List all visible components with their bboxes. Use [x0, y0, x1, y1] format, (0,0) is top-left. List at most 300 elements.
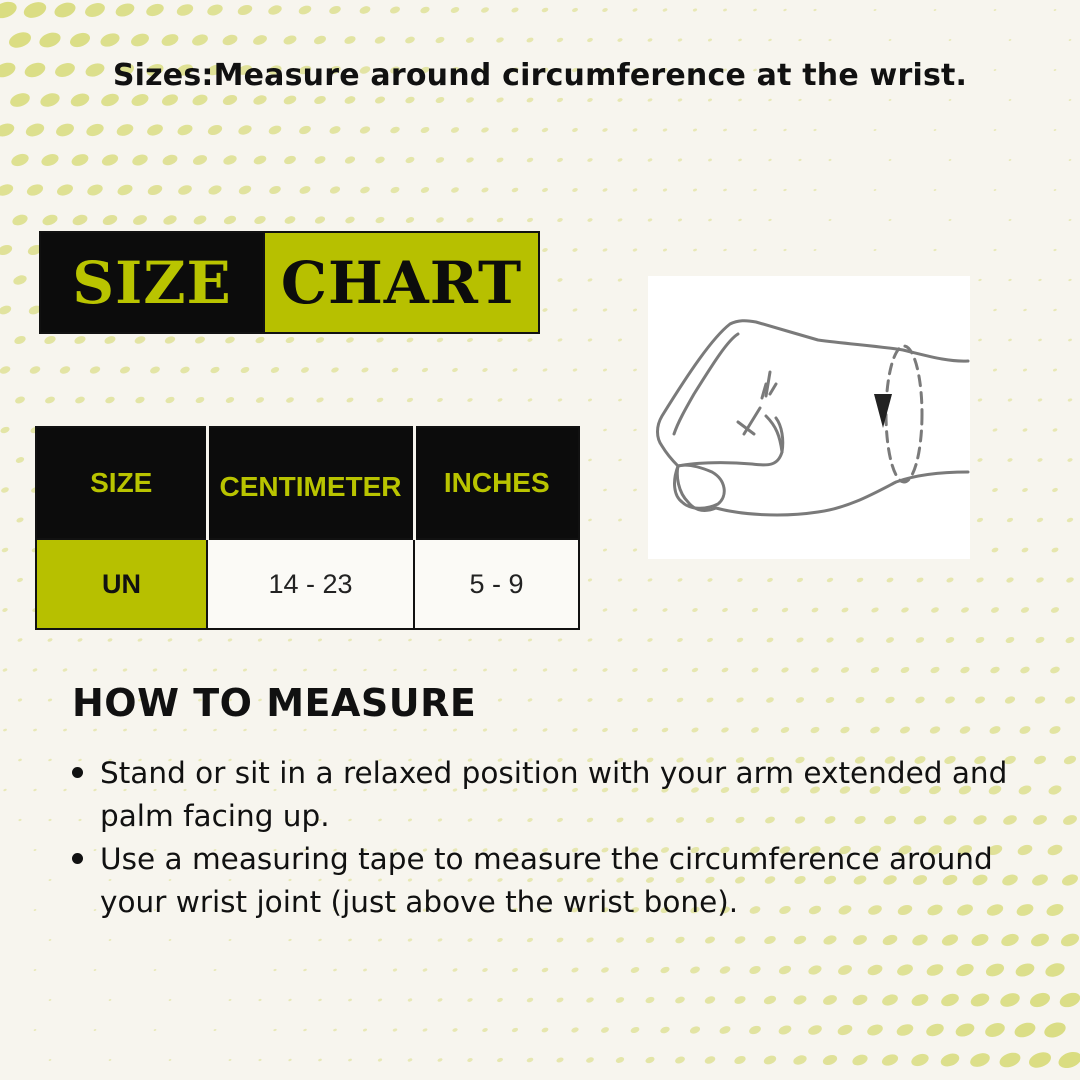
- background-dot: [572, 127, 579, 133]
- background-dot: [798, 98, 802, 101]
- background-dot: [693, 188, 698, 192]
- background-dot: [768, 158, 772, 161]
- background-dot: [993, 368, 998, 372]
- background-dot: [255, 396, 265, 404]
- background-dot: [407, 938, 412, 942]
- background-dot: [0, 304, 12, 316]
- background-dot: [617, 697, 624, 702]
- background-dot: [708, 38, 713, 42]
- background-dot: [273, 1028, 277, 1031]
- background-dot: [1027, 1049, 1053, 1070]
- background-dot: [43, 335, 57, 346]
- background-dot: [129, 31, 150, 48]
- background-dot: [692, 607, 699, 612]
- background-dot: [213, 1029, 216, 1032]
- background-dot: [405, 216, 415, 224]
- background-dot: [363, 728, 367, 731]
- background-dot: [571, 967, 580, 974]
- background-dot: [828, 99, 832, 102]
- background-dot: [1059, 931, 1080, 948]
- background-dot: [8, 91, 31, 110]
- background-dot: [268, 184, 282, 195]
- background-dot: [11, 213, 29, 228]
- background-dot: [753, 188, 757, 191]
- background-dot: [137, 638, 143, 643]
- background-dot: [107, 638, 113, 643]
- background-dot: [10, 152, 31, 169]
- background-dot: [1068, 338, 1073, 342]
- background-dot: [333, 968, 337, 972]
- background-dot: [405, 156, 416, 164]
- background-dot: [192, 153, 209, 166]
- background-dot: [976, 577, 985, 584]
- background-dot: [467, 1057, 473, 1062]
- background-dot: [1037, 398, 1042, 402]
- background-dot: [556, 1057, 565, 1064]
- background-dot: [939, 1051, 961, 1069]
- background-dot: [16, 577, 23, 583]
- background-dot: [333, 728, 337, 731]
- background-dot: [24, 121, 46, 139]
- background-dot: [123, 728, 128, 732]
- background-dot: [851, 993, 869, 1007]
- background-dot: [450, 186, 459, 193]
- background-dot: [632, 248, 637, 252]
- background-dot: [1053, 249, 1057, 252]
- background-dot: [826, 577, 834, 583]
- background-dot: [85, 122, 106, 139]
- background-dot: [435, 96, 445, 104]
- background-dot: [796, 577, 803, 583]
- background-dot: [948, 39, 951, 42]
- background-dot: [93, 969, 96, 972]
- background-dot: [1037, 457, 1043, 462]
- background-dot: [828, 159, 832, 162]
- background-dot: [948, 159, 951, 162]
- background-dot: [497, 937, 504, 942]
- background-dot: [910, 1052, 931, 1069]
- background-dot: [437, 397, 444, 402]
- background-dot: [978, 338, 982, 342]
- background-dot: [778, 964, 793, 976]
- background-dot: [328, 4, 342, 15]
- background-dot: [3, 788, 7, 791]
- background-dot: [586, 996, 595, 1003]
- background-dot: [132, 213, 149, 226]
- background-dot: [556, 937, 564, 944]
- background-dot: [1034, 695, 1046, 705]
- background-dot: [959, 725, 972, 735]
- background-dot: [674, 995, 686, 1004]
- background-dot: [29, 365, 42, 375]
- how-to-measure-heading: HOW TO MEASURE: [72, 681, 477, 725]
- background-dot: [298, 124, 312, 135]
- background-dot: [74, 395, 86, 404]
- background-dot: [557, 338, 563, 343]
- background-dot: [33, 849, 36, 852]
- background-dot: [13, 335, 27, 346]
- background-dot: [704, 1055, 717, 1065]
- background-dot: [1064, 695, 1076, 705]
- background-dot: [677, 158, 682, 162]
- background-dot: [1043, 961, 1066, 979]
- background-dot: [632, 548, 637, 552]
- background-dot: [587, 37, 594, 43]
- background-dot: [70, 152, 90, 168]
- background-dot: [467, 937, 473, 942]
- background-dot: [228, 1059, 231, 1062]
- background-dot: [175, 2, 195, 18]
- background-dot: [453, 728, 458, 732]
- background-dot: [122, 668, 127, 672]
- background-dot: [632, 188, 638, 192]
- background-dot: [17, 698, 22, 702]
- background-dot: [792, 1054, 808, 1067]
- background-dot: [821, 1053, 838, 1067]
- background-dot: [153, 728, 157, 732]
- background-dot: [691, 667, 699, 673]
- background-dot: [240, 366, 250, 374]
- background-dot: [1038, 278, 1042, 281]
- background-dot: [393, 728, 397, 731]
- background-dot: [748, 1024, 762, 1035]
- background-dot: [392, 1028, 397, 1032]
- background-dot: [738, 98, 742, 102]
- background-dot: [933, 249, 937, 252]
- background-dot: [571, 7, 578, 13]
- background-dot: [662, 8, 668, 12]
- background-dot: [389, 5, 401, 15]
- background-dot: [407, 1058, 413, 1062]
- background-dot: [1007, 398, 1012, 402]
- background-dot: [662, 128, 667, 132]
- background-dot: [807, 964, 823, 977]
- background-dot: [450, 126, 460, 134]
- background-dot: [14, 395, 26, 405]
- background-dot: [496, 217, 504, 223]
- background-dot: [68, 30, 92, 49]
- background-dot: [86, 183, 104, 198]
- background-dot: [765, 696, 774, 703]
- background-dot: [512, 368, 518, 373]
- background-dot: [363, 668, 367, 671]
- background-dot: [571, 1026, 580, 1033]
- background-dot: [663, 248, 668, 252]
- background-dot: [1031, 872, 1050, 887]
- background-dot: [572, 727, 578, 732]
- background-dot: [422, 968, 428, 972]
- background-dot: [1045, 902, 1065, 918]
- background-dot: [691, 727, 700, 734]
- background-dot: [131, 153, 149, 168]
- background-dot: [213, 969, 216, 972]
- background-dot: [645, 936, 655, 944]
- background-dot: [483, 668, 488, 672]
- background-dot: [168, 999, 171, 1002]
- background-dot: [617, 278, 622, 282]
- background-dot: [526, 157, 534, 163]
- background-dot: [108, 939, 111, 942]
- background-dot: [647, 38, 653, 43]
- background-dot: [600, 966, 609, 973]
- background-dot: [1021, 547, 1029, 554]
- background-dot: [602, 7, 609, 12]
- background-dot: [968, 1051, 991, 1070]
- background-dot: [69, 91, 91, 109]
- background-dot: [556, 997, 564, 1004]
- background-dot: [526, 1057, 534, 1063]
- background-dot: [359, 185, 371, 194]
- background-dot: [348, 938, 352, 942]
- background-dot: [1018, 725, 1031, 736]
- bullet-icon: [72, 853, 83, 864]
- background-dot: [482, 728, 487, 732]
- title-chart-word: CHART: [263, 233, 538, 332]
- background-dot: [1023, 308, 1027, 311]
- background-dot: [783, 128, 787, 131]
- background-dot: [213, 728, 217, 731]
- background-dot: [1006, 517, 1013, 523]
- background-dot: [602, 248, 608, 253]
- background-dot: [674, 936, 685, 945]
- background-dot: [511, 1027, 518, 1033]
- background-dot: [970, 932, 990, 948]
- background-dot: [177, 183, 193, 196]
- background-dot: [378, 938, 383, 942]
- background-dot: [207, 184, 223, 197]
- background-dot: [526, 97, 534, 104]
- background-dot: [450, 6, 460, 14]
- background-dot: [631, 727, 638, 733]
- background-dot: [101, 213, 118, 227]
- background-dot: [541, 187, 548, 193]
- background-dot: [511, 7, 520, 14]
- background-dot: [257, 638, 262, 642]
- background-dot: [1020, 606, 1030, 614]
- background-dot: [1013, 1020, 1038, 1040]
- background-dot: [115, 122, 135, 138]
- background-dot: [25, 182, 44, 198]
- background-dot: [888, 39, 891, 42]
- background-dot: [497, 337, 504, 342]
- background-dot: [258, 1059, 262, 1062]
- background-dot: [856, 577, 864, 583]
- background-dot: [168, 939, 171, 942]
- background-dot: [600, 1026, 609, 1034]
- background-dot: [572, 368, 577, 372]
- background-dot: [888, 99, 891, 102]
- background-dot: [225, 396, 235, 404]
- background-dot: [945, 636, 955, 644]
- background-dot: [55, 182, 74, 197]
- background-dot: [948, 99, 951, 102]
- background-dot: [780, 726, 790, 734]
- background-dot: [777, 1024, 792, 1036]
- background-dot: [346, 397, 354, 404]
- background-dot: [423, 668, 427, 671]
- background-dot: [3, 728, 8, 732]
- background-dot: [807, 1023, 823, 1036]
- background-dot: [48, 1059, 51, 1062]
- background-dot: [645, 1056, 656, 1065]
- background-dot: [282, 34, 297, 46]
- background-dot: [333, 1028, 337, 1032]
- background-dot: [721, 726, 730, 733]
- background-dot: [167, 638, 173, 642]
- background-dot: [1052, 428, 1058, 433]
- background-dot: [617, 37, 623, 42]
- background-dot: [48, 879, 51, 882]
- background-dot: [718, 1025, 731, 1035]
- background-dot: [37, 30, 62, 50]
- background-dot: [466, 156, 475, 163]
- background-dot: [617, 218, 623, 223]
- background-dot: [708, 98, 713, 102]
- background-dot: [587, 638, 593, 643]
- background-dot: [511, 187, 519, 193]
- background-dot: [93, 728, 98, 732]
- background-dot: [899, 725, 911, 735]
- background-dot: [210, 366, 221, 375]
- background-dot: [287, 638, 292, 642]
- background-dot: [253, 154, 268, 166]
- step-text: Stand or sit in a relaxed position with your arm extended and palm facing up.: [100, 756, 1008, 833]
- background-dot: [886, 577, 894, 584]
- background-dot: [617, 158, 623, 163]
- background-dot: [1029, 931, 1050, 948]
- background-dot: [47, 638, 53, 643]
- header-size: SIZE: [36, 427, 207, 539]
- background-dot: [661, 727, 669, 733]
- list-item: [72, 838, 1032, 924]
- background-dot: [1028, 990, 1052, 1009]
- background-dot: [822, 993, 839, 1006]
- background-dot: [404, 96, 415, 105]
- background-dot: [52, 0, 77, 20]
- background-dot: [542, 668, 547, 672]
- background-dot: [618, 338, 623, 342]
- background-dot: [1068, 219, 1071, 222]
- background-dot: [810, 726, 821, 735]
- background-dot: [303, 1028, 307, 1031]
- background-dot: [182, 668, 187, 672]
- background-dot: [841, 607, 849, 614]
- background-dot: [345, 336, 354, 343]
- background-dot: [343, 35, 356, 46]
- background-dot: [914, 695, 925, 704]
- background-dot: [869, 725, 881, 734]
- background-dot: [647, 158, 653, 162]
- background-dot: [162, 214, 178, 227]
- background-dot: [888, 159, 891, 162]
- background-dot: [54, 121, 75, 138]
- background-dot: [419, 6, 430, 15]
- background-dot: [960, 606, 969, 614]
- background-dot: [374, 155, 385, 164]
- background-dot: [390, 186, 401, 195]
- background-dot: [453, 668, 457, 672]
- background-dot: [206, 3, 224, 18]
- background-dot: [795, 696, 805, 704]
- background-dot: [298, 185, 311, 195]
- background-dot: [704, 995, 716, 1005]
- background-dot: [910, 992, 930, 1008]
- background-dot: [798, 159, 802, 162]
- background-dot: [632, 608, 638, 613]
- background-dot: [378, 638, 382, 642]
- background-dot: [1019, 665, 1030, 674]
- background-dot: [1058, 990, 1080, 1010]
- background-dot: [783, 188, 787, 191]
- background-dot: [1047, 784, 1062, 796]
- background-dot: [1067, 398, 1072, 402]
- background-dot: [1062, 813, 1079, 826]
- background-dot: [959, 666, 970, 675]
- list-item: [72, 752, 1032, 838]
- background-dot: [1046, 843, 1064, 857]
- background-dot: [183, 728, 187, 732]
- background-dot: [41, 213, 59, 227]
- background-dot: [168, 1059, 171, 1062]
- background-dot: [708, 158, 713, 162]
- background-dot: [100, 152, 119, 168]
- background-dot: [556, 97, 563, 103]
- background-dot: [1023, 368, 1028, 372]
- background-dot: [954, 1021, 976, 1039]
- background-dot: [1022, 487, 1029, 492]
- background-dot: [1053, 189, 1056, 192]
- background-dot: [557, 398, 562, 402]
- background-dot: [437, 938, 443, 943]
- background-dot: [998, 1050, 1023, 1070]
- background-dot: [768, 38, 772, 41]
- background-dot: [556, 37, 564, 43]
- background-dot: [989, 666, 1000, 675]
- background-dot: [939, 991, 960, 1008]
- background-dot: [933, 189, 936, 192]
- size-table: [35, 426, 580, 630]
- background-dot: [1038, 338, 1042, 342]
- background-dot: [452, 968, 458, 973]
- background-dot: [375, 216, 386, 225]
- background-dot: [978, 278, 982, 281]
- background-dot: [662, 607, 668, 612]
- background-dot: [873, 129, 876, 132]
- background-dot: [737, 577, 744, 582]
- background-dot: [438, 638, 442, 641]
- background-dot: [0, 426, 10, 435]
- background-dot: [160, 92, 179, 107]
- background-dot: [602, 188, 608, 193]
- background-dot: [318, 998, 322, 1001]
- background-dot: [748, 965, 762, 976]
- background-dot: [465, 36, 475, 44]
- background-dot: [911, 933, 929, 948]
- background-dot: [661, 667, 668, 673]
- background-dot: [18, 758, 22, 762]
- background-dot: [221, 33, 239, 47]
- background-dot: [420, 186, 430, 194]
- background-dot: [33, 728, 38, 732]
- background-dot: [374, 95, 386, 105]
- background-dot: [481, 126, 490, 133]
- background-dot: [734, 935, 747, 945]
- background-dot: [813, 249, 816, 252]
- background-dot: [615, 996, 625, 1004]
- background-dot: [617, 638, 623, 643]
- background-dot: [0, 243, 14, 257]
- background-dot: [704, 935, 716, 945]
